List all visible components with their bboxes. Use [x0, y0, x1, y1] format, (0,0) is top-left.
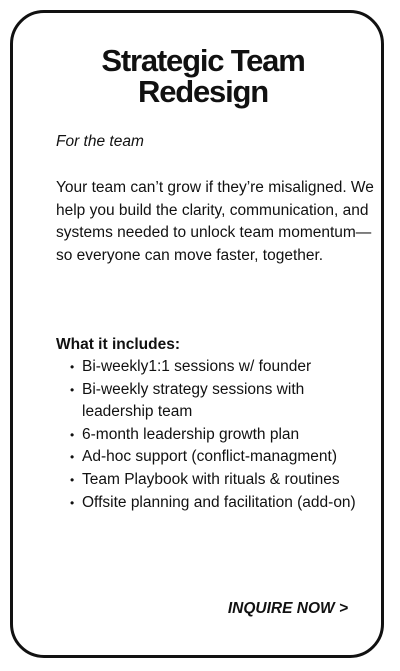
includes-item-text: Bi-weekly1:1 sessions w/ founder: [82, 358, 312, 375]
service-description: Your team can’t grow if they’re misaligned. We help you build the clarity, communication, and systems needed to unlock team momentum—so everyone can move faster, together.: [56, 179, 374, 264]
bullet-icon: •: [70, 495, 75, 510]
includes-item-text: Team Playbook with rituals & routines: [82, 470, 340, 488]
bullet-icon: •: [70, 472, 75, 487]
includes-item: [56, 492, 356, 515]
bullet-icon: •: [70, 360, 75, 374]
includes-item: [56, 379, 356, 424]
includes-item-text: 6-month leadership growth plan: [82, 425, 300, 443]
includes-item: [56, 469, 356, 492]
bullet-icon: •: [70, 382, 75, 397]
includes-item: [56, 424, 356, 447]
inquire-now-link[interactable]: INQUIRE NOW >: [227, 600, 348, 617]
includes-heading: What it includes:: [56, 336, 180, 353]
includes-item: [56, 446, 356, 469]
includes-item-text: Bi-weekly strategy sessions with leadership team: [82, 380, 305, 421]
bullet-icon: •: [70, 450, 75, 465]
includes-item-text: Offsite planning and facilitation (add-on): [82, 493, 356, 511]
bullet-icon: •: [70, 427, 75, 442]
includes-item: [56, 356, 356, 379]
includes-item-text: Ad-hoc support (conflict-managment): [82, 448, 338, 466]
audience-label: For the team: [56, 133, 144, 150]
service-card: [10, 10, 384, 658]
includes-list: [56, 356, 356, 514]
card-title: Strategic Team Redesign: [101, 43, 305, 109]
